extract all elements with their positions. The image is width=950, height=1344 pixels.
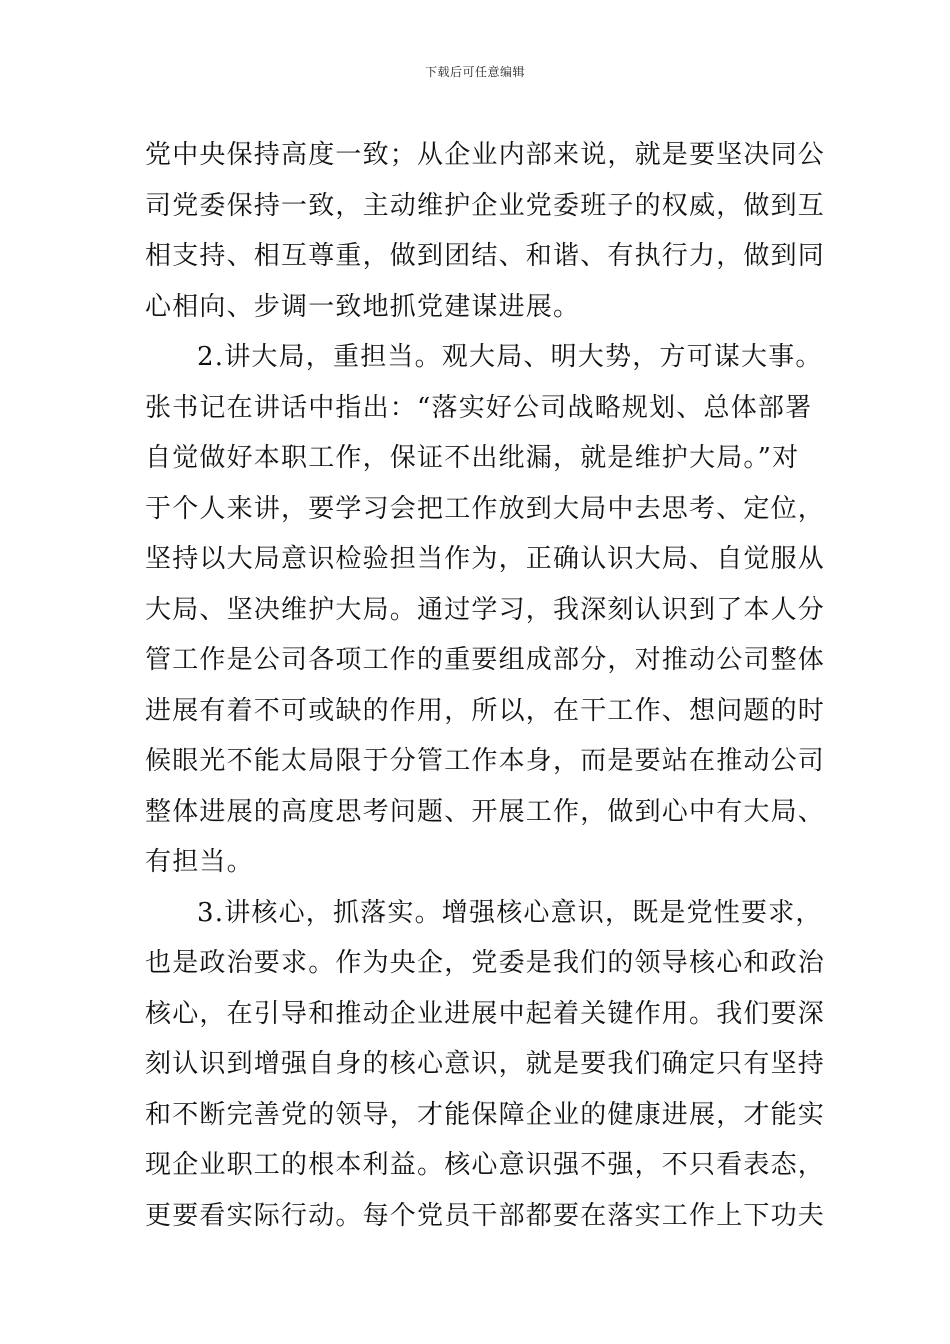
page-header: 下载后可任意编辑 xyxy=(424,65,525,79)
text-line: 刻认识到增强自身的核心意识，就是要我们确定只有坚持 xyxy=(145,1049,826,1079)
text-line: 候眼光不能太局限于分管工作本身，而是要站在推动公司 xyxy=(145,746,826,776)
text-line: 党中央保持高度一致；从企业内部来说，就是要坚决同公 xyxy=(145,140,826,170)
body-text xyxy=(145,130,826,1241)
text-line: 更要看实际行动。每个党员干部都要在落实工作上下功夫 xyxy=(145,1200,826,1231)
text-line: 核心，在引导和推动企业进展中起着关键作用。我们要深 xyxy=(145,998,826,1029)
text-line: 和不断完善党的领导，才能保障企业的健康进展，才能实 xyxy=(145,1099,826,1130)
text-line: 司党委保持一致，主动维护企业党委班子的权威，做到互 xyxy=(145,190,826,221)
text-line: 进展有着不可或缺的作用，所以，在干工作、想问题的时 xyxy=(145,695,826,726)
text-line: 于个人来讲，要学习会把工作放到大局中去思考、定位， xyxy=(145,493,826,524)
text-line: 张书记在讲话中指出：“落实好公司战略规划、总体部署 xyxy=(145,392,813,423)
text-line: 自觉做好本职工作，保证不出纰漏，就是维护大局。”对 xyxy=(145,443,800,473)
text-line: 大局、坚决维护大局。通过学习，我深刻认识到了本人分 xyxy=(145,594,826,625)
text-line: 有担当。 xyxy=(145,847,254,877)
text-line-paragraph-start: 3.讲核心，抓落实。增强核心意识，既是党性要求， xyxy=(197,897,823,928)
text-line-paragraph-start: 2.讲大局，重担当。观大局、明大势，方可谋大事。 xyxy=(197,342,823,372)
text-line: 也是政治要求。作为央企，党委是我们的领导核心和政治 xyxy=(145,948,826,978)
text-line: 相支持、相互尊重，做到团结、和谐、有执行力，做到同 xyxy=(145,241,826,271)
text-line: 坚持以大局意识检验担当作为，正确认识大局、自觉服从 xyxy=(145,544,826,574)
text-line: 管工作是公司各项工作的重要组成部分，对推动公司整体 xyxy=(145,645,826,675)
text-line: 整体进展的高度思考问题、开展工作，做到心中有大局、 xyxy=(145,796,826,827)
text-line: 心相向、步调一致地抓党建谋进展。 xyxy=(145,291,581,322)
text-line: 现企业职工的根本利益。核心意识强不强，不只看表态， xyxy=(145,1150,826,1180)
